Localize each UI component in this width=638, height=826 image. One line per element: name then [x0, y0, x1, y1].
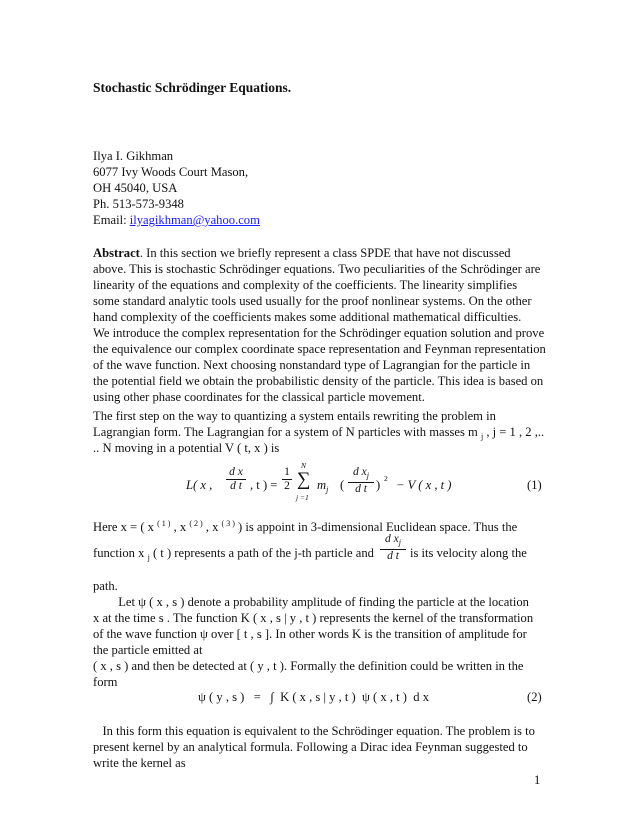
subscript: j [480, 432, 484, 441]
fraction-numerator: 1 [282, 466, 292, 480]
paragraph-line: of the wave function ψ over [ t , s ]. In other words K is the transition of amplitude for [93, 627, 527, 641]
eq1-half [282, 466, 292, 493]
summation-symbol: ∑ [297, 469, 311, 490]
superscript: ( 2 ) [189, 519, 203, 528]
fraction-numerator [380, 533, 406, 550]
subscript: j [326, 485, 329, 494]
paragraph-line: path. [93, 579, 118, 593]
author-address-1: 6077 Ivy Woods Court Mason, [93, 165, 249, 179]
paragraph-text: , x [202, 520, 222, 534]
numerator-text: d x [385, 533, 399, 545]
email-link[interactable]: ilyagikhman@yahoo.com [129, 213, 260, 227]
paragraph-text: , x [170, 520, 190, 534]
eq1-fraction-dxj-dt [348, 466, 374, 496]
paragraph-line: form [93, 675, 118, 689]
paragraph-line: .. N moving in a potential V ( t, x ) is [93, 441, 280, 455]
fraction-denominator: d t [230, 480, 242, 492]
eq1-rhs: − V ( x , t ) [396, 478, 452, 492]
author-name: Ilya I. Gikhman [93, 149, 174, 163]
mass-symbol: m [317, 478, 327, 492]
superscript: ( 1 ) [157, 519, 171, 528]
velocity-fraction [380, 533, 406, 563]
subscript: j [147, 553, 150, 562]
fraction-numerator [348, 466, 374, 483]
paragraph-line: write the kernel as [93, 756, 186, 770]
abstract-line-text: . In this section we briefly represent a class SPDE that have not discussed [139, 246, 511, 260]
abstract-line: the equivalence our complex coordinate space representation and Feynman representation [93, 342, 546, 356]
paragraph-text: function x [93, 546, 148, 560]
abstract-line: using other phase coordinates for the classical particle movement. [93, 390, 425, 404]
eq2-body: ψ ( y , s ) = ∫ K ( x , s | y , t ) ψ ( x , t ) d x [198, 690, 430, 704]
paragraph-line: is its velocity along the [410, 546, 527, 560]
abstract-line: hand complexity of the coefficients makes some additional mathematical difficulties. [93, 310, 522, 324]
paragraph-text: Here x = ( x [93, 520, 158, 534]
subscript: j [366, 471, 369, 480]
author-address-2: OH 45040, USA [93, 181, 178, 195]
page-number: 1 [534, 773, 541, 787]
paragraph-line [93, 516, 517, 535]
paragraph-text: Lagrangian form. The Lagrangian for a system of N particles with masses m [93, 425, 481, 439]
abstract-label: Abstract [93, 246, 140, 260]
abstract-line: the potential field we obtain the probabilistic density of the particle. This idea is based on [93, 374, 544, 388]
sum-lower-limit: j =1 [296, 493, 309, 502]
fraction-denominator: d t [355, 483, 367, 495]
paren-close: ) [376, 478, 381, 492]
paragraph-text: , j = 1 , 2 ,.. [483, 425, 545, 439]
page-title: Stochastic Schrödinger Equations. [93, 80, 292, 95]
paragraph-line: Let ψ ( x , s ) denote a probability amplitude of finding the particle at the location [93, 595, 529, 609]
eq1-fraction-dx-dt [226, 466, 246, 493]
numerator-text: d x [353, 466, 367, 478]
sum-upper-limit: N [301, 461, 307, 470]
author-email-line [93, 212, 260, 228]
abstract-line: above. This is stochastic Schrödinger equations. Two peculiarities of the Schrödinger are [93, 262, 541, 276]
abstract-line [93, 245, 511, 261]
equation-number-2: (2) [527, 690, 542, 704]
abstract-line: linearity of the equations and complexity of the coefficients. The linearity simplifies [93, 278, 518, 292]
paragraph-line: In this form this equation is equivalent to the Schrödinger equation. The problem is to [93, 724, 535, 738]
equation-number-1: (1) [527, 478, 542, 492]
paragraph-line: x at the time s . The function K ( x , s | y , t ) represents the kernel of the transformation [93, 611, 534, 625]
fraction-denominator: 2 [284, 480, 290, 492]
eq1-lhs-end: , t ) = [250, 478, 278, 492]
superscript: ( 3 ) [221, 519, 235, 528]
paragraph-line: present kernel by an analytical formula. Following a Dirac idea Feynman suggested to [93, 740, 528, 754]
subscript: j [398, 538, 401, 547]
abstract-line: some standard analytic tools used usually for the proof nonlinear systems. On the other [93, 294, 532, 308]
eq1-mass [317, 478, 328, 494]
paragraph-text: ) is appoint in 3-dimensional Euclidean space. Thus the [234, 520, 518, 534]
exponent-2: 2 [384, 474, 388, 483]
abstract-line: of the wave function. Next choosing nonstandard type of Lagrangian for the particle in [93, 358, 531, 372]
paragraph-line: ( x , s ) and then be detected at ( y , t ). Formally the definition could be written in the [93, 659, 524, 673]
eq1-lhs: L( x , [186, 478, 213, 492]
paragraph-line [93, 545, 374, 566]
author-phone: Ph. 513-573-9348 [93, 197, 184, 211]
email-label: Email: [93, 213, 130, 227]
abstract-line: We introduce the complex representation for the Schrödinger equation solution and prove [93, 326, 545, 340]
fraction-numerator: d x [226, 466, 246, 480]
paren-open: ( [340, 478, 345, 492]
paragraph-line: The first step on the way to quantizing a system entails rewriting the problem in [93, 409, 496, 423]
paragraph-line: the particle emitted at [93, 643, 203, 657]
fraction-denominator: d t [387, 550, 399, 562]
paragraph-text: ( t ) represents a path of the j-th particle and [149, 546, 374, 560]
